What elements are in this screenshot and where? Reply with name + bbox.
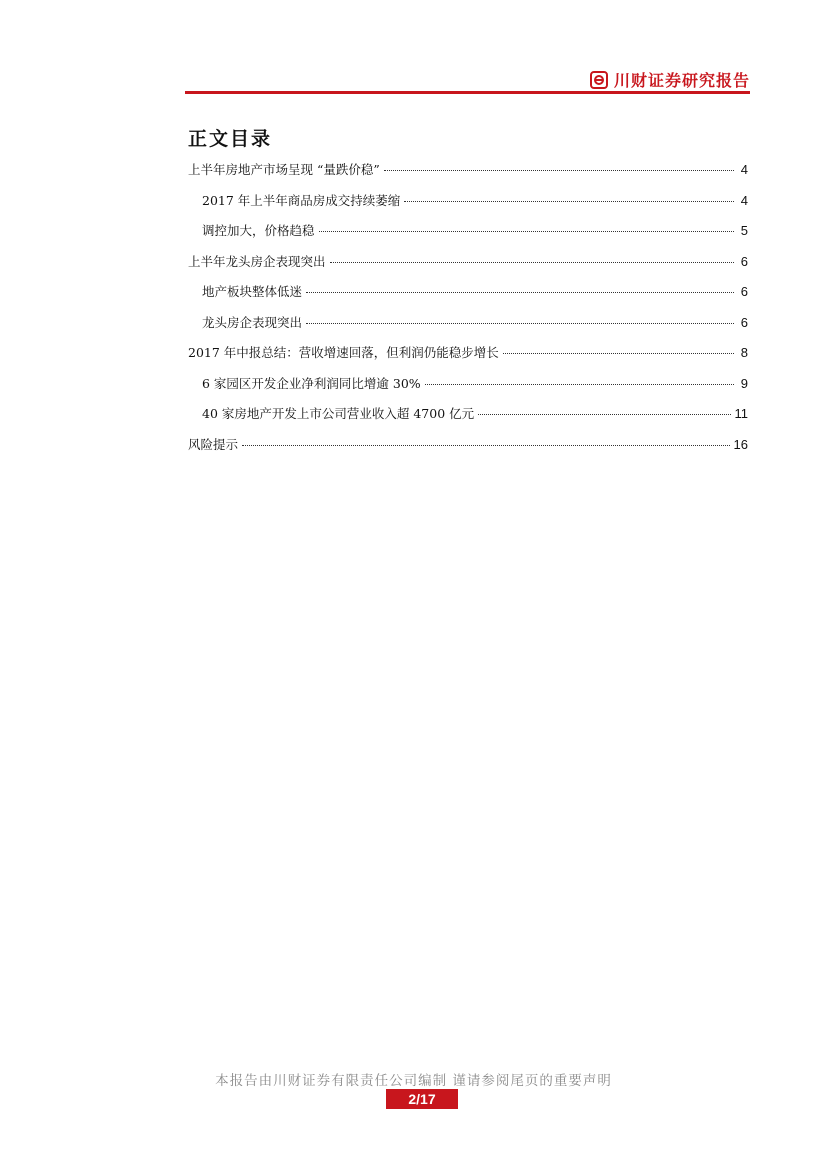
- toc-entry-text: 6 家园区开发企业净利润同比增逾 30%: [202, 375, 421, 391]
- dot-leader: [330, 262, 734, 263]
- toc-entry-page: 5: [740, 223, 748, 238]
- dot-leader: [306, 323, 734, 324]
- toc-entry-page: 11: [734, 406, 748, 421]
- toc-entry-page: 8: [740, 345, 748, 360]
- toc-entry[interactable]: [188, 374, 748, 405]
- toc-entry-text: 调控加大，价格趋稳: [202, 223, 315, 238]
- page-number-badge: 2/17: [386, 1089, 458, 1109]
- toc-entry[interactable]: [188, 221, 748, 252]
- toc-entry-page: 6: [740, 314, 748, 330]
- toc-entry[interactable]: [188, 343, 748, 374]
- toc-entry-page: 6: [740, 284, 748, 299]
- toc-entry-page: 6: [740, 253, 748, 269]
- dot-leader: [319, 231, 734, 232]
- report-header: [185, 66, 750, 94]
- toc-entry[interactable]: [188, 282, 748, 313]
- toc-entry-page: 4: [740, 192, 748, 208]
- table-of-contents: [188, 160, 748, 465]
- dot-leader: [384, 170, 734, 171]
- toc-entry[interactable]: [188, 435, 748, 466]
- toc-entry-text: 上半年龙头房企表现突出: [188, 253, 326, 269]
- toc-entry-text: 风险提示: [188, 436, 239, 452]
- toc-entry[interactable]: [188, 313, 748, 344]
- toc-entry-page: 4: [740, 162, 748, 177]
- chuancai-logo-icon: [590, 71, 608, 89]
- toc-entry[interactable]: [188, 252, 748, 283]
- brand: [590, 68, 750, 91]
- toc-entry-text: 上半年房地产市场呈现 “量跌价稳”: [188, 162, 380, 177]
- toc-entry[interactable]: [188, 404, 748, 435]
- dot-leader: [306, 292, 734, 293]
- toc-entry-text: 2017 年上半年商品房成交持续萎缩: [202, 192, 401, 208]
- disclaimer-note: 本报告由川财证券有限责任公司编制 谨请参阅尾页的重要声明: [215, 1073, 612, 1089]
- toc-entry-page: 9: [740, 375, 748, 391]
- toc-entry[interactable]: [188, 160, 748, 191]
- toc-entry-text: 龙头房企表现突出: [202, 314, 303, 330]
- toc-entry-page: 16: [733, 436, 748, 452]
- dot-leader: [503, 353, 734, 354]
- brand-name: 川财证券研究报告: [613, 71, 750, 90]
- toc-entry-text: 40 家房地产开发上市公司营业收入超 4700 亿元: [202, 406, 475, 421]
- dot-leader: [242, 445, 730, 446]
- toc-entry-text: 2017 年中报总结：营收增速回落，但利润仍能稳步增长: [188, 345, 499, 360]
- dot-leader: [404, 201, 734, 202]
- header-divider: [185, 91, 750, 94]
- toc-title: 正文目录: [188, 128, 273, 150]
- toc-entry[interactable]: [188, 191, 748, 222]
- dot-leader: [478, 414, 730, 415]
- dot-leader: [425, 384, 734, 385]
- toc-entry-text: 地产板块整体低迷: [202, 284, 303, 299]
